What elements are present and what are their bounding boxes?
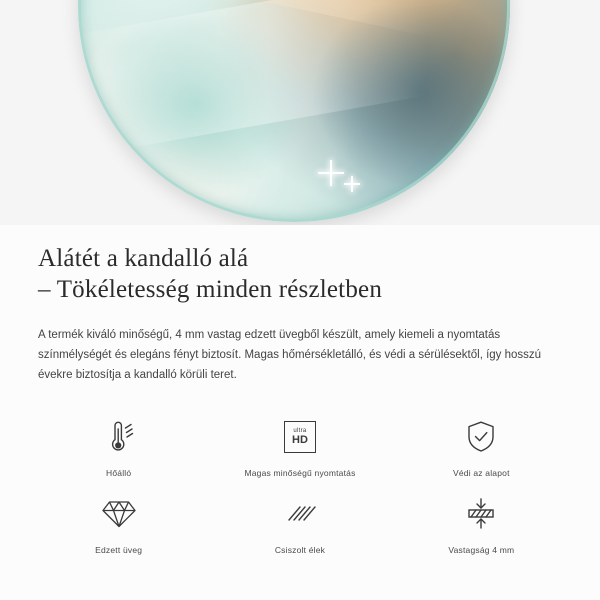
feature-thickness (391, 492, 572, 555)
feature-grid (0, 415, 600, 555)
feature-high-quality-print (209, 415, 390, 478)
round-glass-board-image (78, 0, 510, 222)
ultra-hd-badge-bottom: HD (292, 434, 308, 446)
feature-label: Hőálló (106, 468, 132, 478)
feature-label: Csiszolt élek (274, 545, 326, 555)
page-title-line-1: Alátét a kandalló alá (38, 245, 249, 272)
text-content (0, 225, 600, 385)
polished-edges-icon (283, 492, 317, 536)
feature-heat-resistant (28, 415, 209, 478)
feature-label: Vastagság 4 mm (448, 545, 515, 555)
page-title-line-2: – Tökéletesség minden részletben (38, 276, 383, 303)
feature-polished-edges (209, 492, 390, 555)
feature-label: Edzett üveg (95, 545, 143, 555)
shield-check-icon (465, 415, 497, 459)
thermometer-icon (104, 415, 134, 459)
product-description: A termék kiváló minőségű, 4 mm vastag edzett üvegből készült, amely kiemeli a nyomtatás színmélységét és elegáns fényt biztosít. Magas hőmérsékletálló, és védi a sérülésektől, így hosszú évekre biztosítja a kandalló körüli teret. (38, 329, 542, 381)
ultra-hd-badge-top: ultra (293, 428, 307, 434)
thickness-icon (463, 492, 499, 536)
ultra-hd-icon (284, 415, 316, 459)
feature-tempered-glass (28, 492, 209, 555)
page-title (38, 243, 562, 305)
diamond-icon (101, 492, 137, 536)
feature-protects-surface (391, 415, 572, 478)
feature-label: Magas minőségű nyomtatás (244, 468, 356, 478)
feature-label: Védi az alapot (452, 468, 510, 478)
hero-image (0, 0, 600, 225)
